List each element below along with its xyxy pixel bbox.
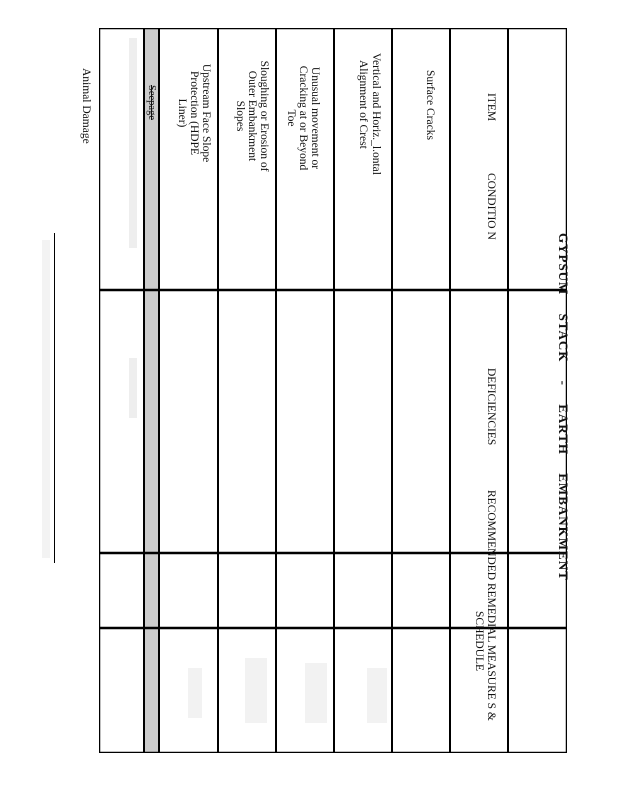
row-sloughing-line3: Slopes — [234, 100, 246, 132]
row-sloughing-line1: Sloughing or Erosion of — [258, 60, 270, 172]
bleed-through-mark — [245, 658, 267, 723]
row-upstream-line1: Upstream Face Slope — [200, 63, 212, 163]
inspection-form-sheet — [99, 28, 571, 753]
left-rule-line — [54, 233, 55, 563]
header-deficiencies: DEFICIENCIES — [485, 368, 497, 446]
bleed-through-mark — [42, 240, 50, 558]
row-surface-cracks: Surface Cracks — [424, 70, 436, 140]
row-sloughing-line2: Outer Embankment — [246, 70, 258, 162]
bleed-through-mark — [129, 358, 137, 418]
header-schedule: SCHEDULE — [473, 611, 485, 672]
row-upstream-line3: Liner) — [176, 98, 188, 128]
animal-damage-label: Animal Damage — [80, 68, 92, 144]
form-title: GYPSUM STACK - EARTH EMBANKMENT — [556, 233, 571, 581]
row-movement-line2: Cracking at or Beyond — [297, 65, 309, 171]
bleed-through-mark — [305, 663, 327, 723]
header-recommended: RECOMMENDED REMEDIAL MEASURE S & — [485, 490, 497, 721]
row-upstream-line2: Protection (HDPE — [188, 70, 200, 155]
row-movement-line1: Unusual movement or — [309, 66, 321, 170]
row-alignment-line2: Alignment of Crest — [357, 60, 369, 149]
bleed-through-mark — [129, 38, 137, 248]
row-movement-line3: Toe — [285, 109, 297, 127]
row-alignment-line1: Vertical and Horiz._l.ontal — [370, 53, 382, 175]
bleed-through-mark — [367, 668, 387, 723]
header-condition: CONDITIO N — [485, 173, 497, 240]
seepage-row-shading — [144, 28, 159, 753]
header-item: ITEM — [485, 93, 497, 122]
row-seepage: Seepage — [146, 85, 157, 120]
bleed-through-mark — [188, 668, 202, 718]
